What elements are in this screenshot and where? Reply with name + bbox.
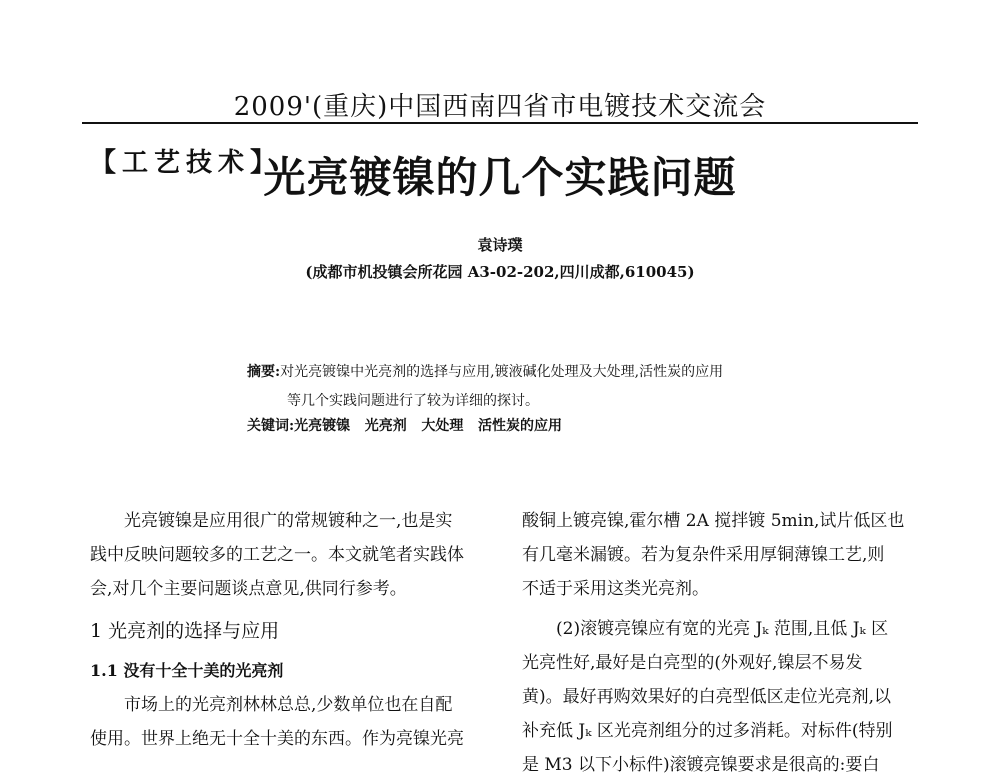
- right-line-7: 补充低 Jₖ 区光亮剂组分的过多消耗。对标件(特别: [522, 721, 893, 741]
- section-tag: 【工艺技术】: [90, 148, 283, 178]
- keywords: [247, 416, 562, 436]
- intro-line-1: 光亮镀镍是应用很广的常规镀种之一,也是实: [124, 511, 453, 531]
- keywords-label: 关键词:: [247, 418, 295, 434]
- right-line-1: 酸铜上镀亮镍,霍尔槽 2A 搅拌镀 5min,试片低区也: [522, 511, 905, 531]
- right-line-3: 不适于采用这类光亮剂。: [522, 579, 709, 599]
- abstract-line-2: 等几个实践问题进行了较为详细的探讨。: [287, 393, 539, 409]
- section-heading-1: 1 光亮剂的选择与应用: [90, 620, 280, 642]
- right-line-6: 黄)。最好再购效果好的白亮型低区走位光亮剂,以: [522, 687, 892, 707]
- paragraph-2-line-2: 使用。世界上绝无十全十美的东西。作为亮镍光亮: [90, 729, 464, 749]
- right-column: [522, 504, 922, 782]
- header-rule: [82, 122, 918, 124]
- conference-header: 2009'(重庆)中国西南四省市电镀技术交流会: [233, 92, 767, 122]
- affiliation: (成都市机投镇会所花园 A3-02-202,四川成都,610045): [305, 263, 695, 281]
- intro-line-2: 践中反映问题较多的工艺之一。本文就笔者实践体: [90, 545, 464, 565]
- abstract-text-1: 对光亮镀镍中光亮剂的选择与应用,镀液碱化处理及大处理,活性炭的应用: [280, 364, 724, 380]
- left-column: [90, 504, 490, 756]
- author: 袁诗璞: [477, 236, 523, 254]
- intro-line-3: 会,对几个主要问题谈点意见,供同行参考。: [90, 579, 407, 599]
- paragraph-2-line-1: 市场上的光亮剂林林总总,少数单位也在自配: [124, 695, 453, 715]
- abstract-line-1: [247, 358, 827, 387]
- right-line-8: 是 M3 以下小标件)滚镀亮镍要求是很高的:要白: [522, 755, 880, 775]
- right-line-5: 光亮性好,最好是白亮型的(外观好,镍层不易发: [522, 653, 863, 673]
- abstract: [247, 358, 827, 416]
- paper-title: 光亮镀镍的几个实践问题: [263, 153, 737, 202]
- right-line-4: (2)滚镀亮镍应有宽的光亮 Jₖ 范围,且低 Jₖ 区: [556, 619, 889, 639]
- right-line-2: 有几毫米漏镀。若为复杂件采用厚铜薄镍工艺,则: [522, 545, 885, 565]
- abstract-label: 摘要:: [247, 364, 281, 380]
- subsection-heading-1-1: 1.1 没有十全十美的光亮剂: [90, 661, 284, 680]
- keywords-items: 光亮镀镍 光亮剂 大处理 活性炭的应用: [294, 418, 563, 434]
